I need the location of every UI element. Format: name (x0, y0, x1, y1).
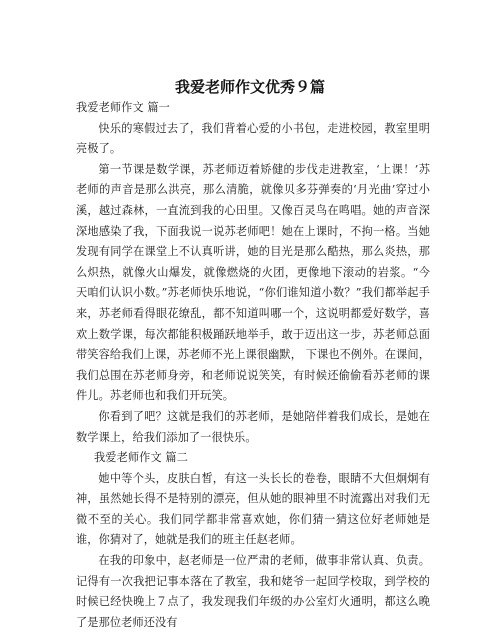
paragraph: 她中等个头，皮肤白皙，有这一头长长的卷卷，眼睛不大但炯炯有神，虽然她长得不是特别的漂亮，但从她的眼神里不时流露出对我们无微不至的关心。我们同学都非常喜欢她，你们猜一猜这位好老师她是谁，你猜对了，她就是我们的班主任赵老师。 (76, 471, 430, 547)
document-body (76, 98, 430, 633)
paragraph: 第一节课是数学课，苏老师迈着矫健的步伐走进教室，‘上课！’苏老师的声音是那么洪亮，那么清脆，就像贝多芬弹奏的‘月光曲’穿过小溪，越过森林，一直流到我的心田里。又像百灵鸟在鸣唱。她的声音深深地感染了我，下面我说一说苏老师吧！她在上课时，不拘一格。当她发现有同学在课堂上不认真听讲，她的目光是那么酷热，那么炎热，那么炽热，就像火山爆发，就像燃烧的火团，更像地下滚动的岩浆。“今天咱们认识小数。”苏老师快乐地说，“你们谁知道小数？”我们都举起手来，苏老师看得眼花缭乱，都不知道叫哪一个，这说明都爱好数学，喜欢上数学课，每次都能积极踊跃地举手，敢于迈出这一步，苏老师总面带笑容给我们上课，苏老师不光上课很幽默， 下课也不例外。在课间，我们总围在苏老师身旁，和老师说说笑笑，有时候还偷偷看苏老师的课件儿。苏老师也和我们开玩笑。 (76, 162, 430, 403)
section-heading: 我爱老师作文 篇一 (76, 101, 170, 114)
section-heading: 我爱老师作文 篇二 (94, 451, 188, 465)
paragraph: 在我的印象中，赵老师是一位严肃的老师，做事非常认真、负责。记得有一次我把记事本落在了教室，我和姥爷一起回学校取，到学校的时候已经快晚上７点了，我发现我们年级的办公室灯火通明，都这么晚了是那位老师还没有 (76, 554, 430, 629)
paragraph: 快乐的寒假过去了，我们背着心爱的小书包，走进校园，教室里明亮极了。 (76, 121, 430, 156)
paragraph: 你看到了吧？这就是我们的苏老师，是她陪伴着我们成长，是她在数学课上，给我们添加了一很快乐。 (76, 409, 430, 444)
document-title: 我爱老师作文优秀９篇 (174, 78, 325, 96)
